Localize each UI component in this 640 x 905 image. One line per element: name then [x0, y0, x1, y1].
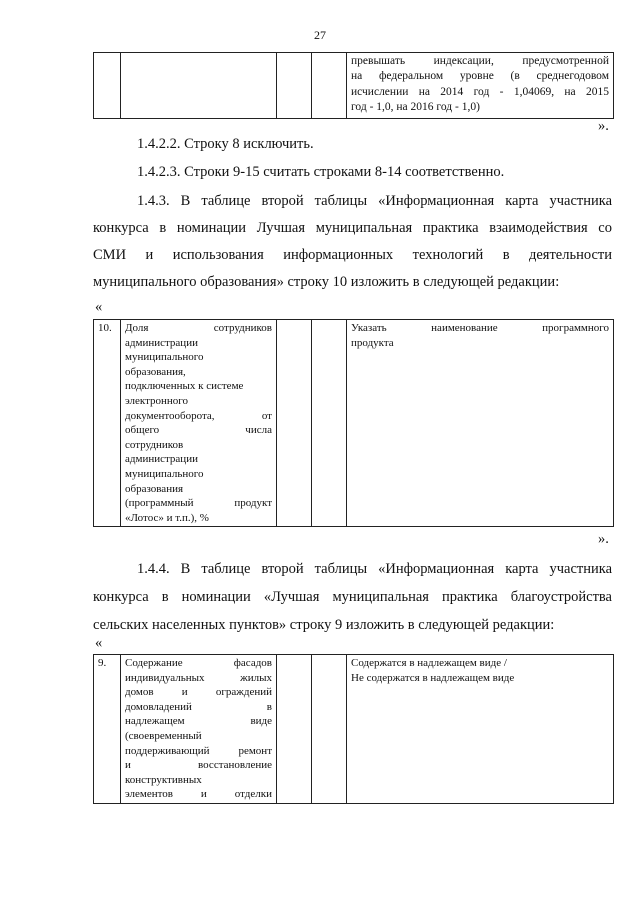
closing-quote: ». [598, 118, 609, 134]
paragraph-1-4-4-line: 1.4.4. В таблице второй таблицы «Информационная карта участника [137, 561, 612, 577]
value-cell [312, 53, 347, 119]
indicator-line: и восстановление [125, 759, 272, 772]
paragraph-1-4-2-3: 1.4.2.3. Строки 9-15 считать строками 8-14 соответственно. [137, 164, 505, 180]
indicator-line: надлежащем виде [125, 715, 272, 728]
indicator-line: индивидуальных жилых [125, 671, 272, 684]
indicator-cell [121, 53, 277, 119]
table-top-fragment [93, 52, 614, 119]
value-cell [277, 320, 312, 527]
indicator-line: Доля сотрудников [125, 322, 272, 334]
indicator-line: образования [125, 482, 184, 495]
indicator-line: поддерживающий ремонт [125, 744, 272, 757]
indicator-line: домов и ограждений [125, 686, 272, 699]
opening-quote: « [95, 635, 103, 651]
note-line: превышать индексации, предусмотренной [351, 55, 609, 67]
note-line: Указать наименование программного [351, 322, 609, 334]
indicator-line: элементов и отделки [125, 788, 272, 801]
row-number: 10. [94, 320, 121, 527]
paragraph-1-4-4-line: конкурса в номинации «Лучшая муниципальная практика благоустройства [93, 589, 612, 605]
table-row-10 [93, 319, 614, 527]
indicator-line: администрации [125, 336, 198, 349]
page-number: 27 [314, 28, 326, 42]
indicator-line: общего числа [125, 424, 272, 437]
note-cell [347, 655, 614, 804]
value-cell [312, 655, 347, 804]
table-row [94, 320, 614, 527]
paragraph-1-4-4-line: сельских населенных пунктов» строку 9 изложить в следующей редакции: [93, 617, 555, 633]
note-line: год - 1,0, на 2016 год - 1,0) [351, 101, 480, 114]
indicator-line: сотрудников [125, 438, 184, 451]
row-number: 9. [94, 655, 121, 804]
paragraph-1-4-3-line: 1.4.3. В таблице второй таблицы «Информационная карта участника [137, 193, 612, 209]
note-cell [347, 320, 614, 527]
indicator-line: «Лотос» и т.п.), % [125, 511, 209, 524]
note-line: Не содержатся в надлежащем виде [351, 671, 515, 684]
opening-quote: « [95, 299, 103, 315]
indicator-line: домовладений в [125, 700, 272, 713]
paragraph-1-4-3-line: конкурса в номинации Лучшая муниципальная практика взаимодействия со [93, 220, 612, 236]
closing-quote: ». [598, 531, 609, 547]
paragraph-1-4-2-2: 1.4.2.2. Строку 8 исключить. [137, 136, 314, 152]
table-row [94, 53, 614, 119]
note-line: на федеральном уровне (в среднегодовом [351, 70, 609, 83]
value-cell [277, 53, 312, 119]
value-cell [312, 320, 347, 527]
indicator-line: образования, [125, 365, 186, 378]
note-line: Содержатся в надлежащем виде / [351, 657, 507, 669]
indicator-line: (программный продукт [125, 497, 272, 510]
indicator-line: электронного [125, 394, 189, 407]
indicator-line: Содержание фасадов [125, 657, 272, 669]
indicator-cell [121, 320, 277, 527]
indicator-line: подключенных к системе [125, 380, 244, 393]
indicator-line: администрации [125, 453, 198, 466]
paragraph-1-4-3-line: муниципального образования» строку 10 изложить в следующей редакции: [93, 274, 560, 290]
table-row-9 [93, 654, 614, 804]
indicator-line: муниципального [125, 467, 204, 480]
indicator-line: (своевременный [125, 729, 202, 742]
number-cell [94, 53, 121, 119]
paragraph-1-4-3-line: СМИ и использования информационных технологий в деятельности [93, 247, 612, 263]
indicator-cell [121, 655, 277, 804]
note-line: продукта [351, 336, 394, 349]
indicator-line: муниципального [125, 351, 204, 364]
indicator-line: конструктивных [125, 773, 202, 786]
note-line: исчислении на 2014 год - 1,04069, на 2015 [351, 85, 609, 98]
table-row [94, 655, 614, 804]
indicator-line: документооборота, от [125, 409, 272, 422]
note-cell [347, 53, 614, 119]
value-cell [277, 655, 312, 804]
